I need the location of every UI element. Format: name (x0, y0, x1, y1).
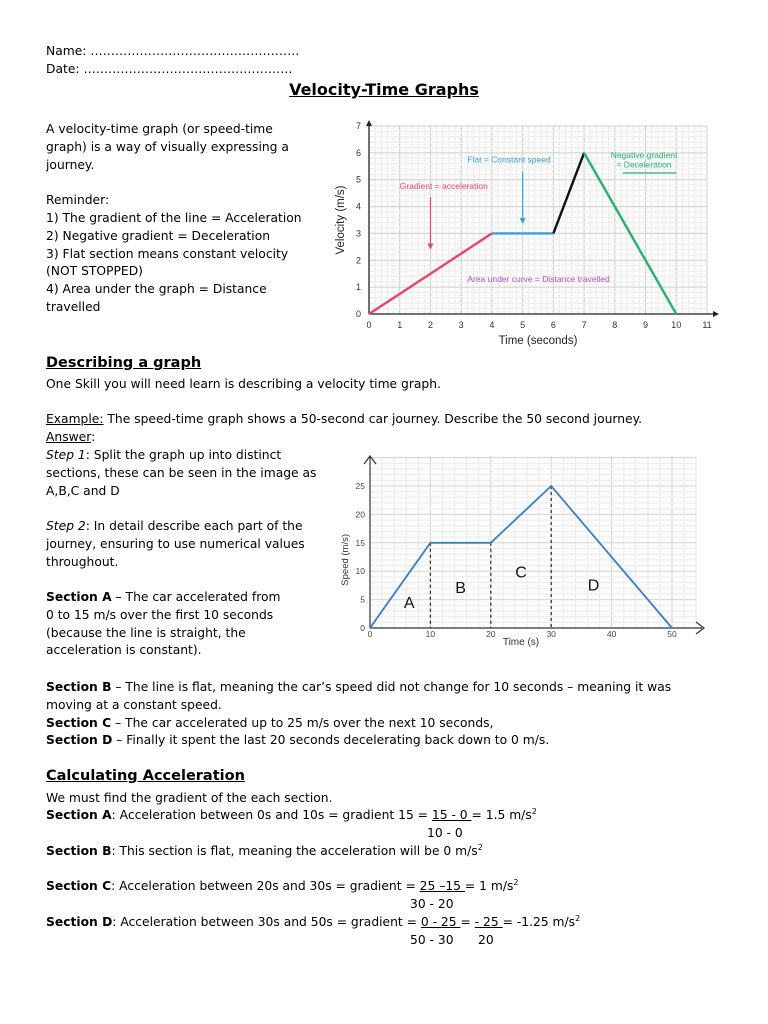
sectionC-text: – The car accelerated up to 25 m/s over the next 10 seconds, (111, 715, 494, 730)
page-title: Velocity-Time Graphs (289, 80, 479, 99)
y-tick-label: 4 (355, 201, 361, 212)
calcC-label: Section C (46, 879, 112, 893)
x-tick-label: 10 (425, 629, 436, 639)
describing-intro: One Skill you will need learn is describing a velocity time graph. (46, 377, 441, 391)
reminder-item: 4) Area under the graph = Distance (46, 282, 267, 297)
answer-colon: : (91, 430, 96, 444)
calcA-text: : Acceleration between 0s and 10s = gradient 15 = (111, 808, 432, 822)
y-tick-label: 20 (355, 509, 365, 520)
calcB-label: Section B (46, 844, 112, 858)
calcD-label: Section D (46, 915, 113, 929)
reminder-item: 3) Flat section means constant velocity (46, 246, 289, 261)
y-tick-label: 0 (355, 309, 361, 319)
intro-line: graph) is a way of visually expressing a (46, 139, 289, 154)
x-tick-label: 6 (550, 320, 556, 330)
step2-text: throughout. (46, 554, 119, 569)
calcA-result: = 1.5 m/s (471, 808, 532, 822)
x-tick-label: 5 (520, 320, 526, 330)
x-tick-label: 50 (667, 629, 677, 639)
calcB-line (46, 843, 483, 861)
calcD-numerator-1: 0 - 25 (420, 915, 461, 929)
answer-label: Answer (46, 430, 92, 444)
sectionB-text: – The line is flat, meaning the car’s speed did not change for 10 seconds – meaning it was (111, 680, 672, 694)
sectionD-text: – Finally it spent the last 20 seconds decelerating back down to 0 m/s. (112, 733, 550, 748)
example-line (46, 411, 642, 429)
calcD-sup: 2 (575, 914, 581, 923)
reminder-item: travelled (46, 299, 101, 314)
reminder-item: 1) The gradient of the line = Acceleration (46, 210, 302, 225)
step1-label: Step 1 (46, 448, 86, 462)
x-tick-label: 11 (702, 320, 712, 330)
calcA-label: Section A (46, 808, 112, 822)
step2-label: Step 2 (46, 519, 86, 533)
calcD-denominator-2: 20 (478, 933, 494, 947)
x-tick-label: 9 (643, 320, 649, 330)
y-tick-label: 2 (355, 255, 361, 266)
x-tick-label: 4 (489, 320, 495, 330)
calcC-denominator: 30 - 20 (410, 897, 454, 911)
step2-text: journey, ensuring to use numerical values (46, 536, 305, 551)
step2-text: : In detail describe each part of the (85, 519, 303, 533)
x-tick-label: 1 (397, 320, 403, 330)
y-axis-arrow (366, 120, 372, 126)
x-tick-label: 30 (546, 629, 556, 639)
sectionA-block (46, 589, 331, 660)
sectionA-text: – The car accelerated from (111, 590, 281, 604)
y-axis-label: Speed (m/s) (340, 533, 351, 586)
y-tick-label: 5 (360, 594, 365, 605)
calcC-numerator: 25 –15 (419, 879, 465, 893)
describing-heading: Describing a graph (46, 355, 202, 371)
calcA-sup: 2 (531, 807, 537, 816)
calcD-line (46, 914, 580, 932)
annotation-negative: Negative gradient (610, 150, 678, 161)
velocity-time-chart (330, 118, 722, 350)
section-label-c: C (515, 564, 527, 582)
y-tick-label: 3 (355, 228, 361, 239)
calcA-denominator: 10 - 0 (427, 826, 463, 840)
intro-line: journey. (46, 157, 95, 172)
y-tick-label: 5 (355, 174, 361, 185)
x-tick-label: 0 (366, 320, 372, 330)
calculating-heading: Calculating Acceleration (46, 768, 245, 784)
calcC-text: : Acceleration between 20s and 30s = gradient = (111, 879, 420, 893)
reminder-item: (NOT STOPPED) (46, 264, 143, 279)
calcD-equals: = (460, 915, 475, 929)
y-tick-label: 10 (355, 566, 365, 577)
section-label-d: D (587, 577, 600, 595)
reminder-item: 2) Negative gradient = Deceleration (46, 228, 271, 243)
x-tick-label: 10 (671, 320, 682, 330)
step1-text: : Split the graph up into distinct (85, 448, 282, 462)
annotation-deceleration: = Deceleration (616, 159, 672, 170)
x-tick-label: 20 (486, 629, 496, 639)
calcA-numerator: 15 - 0 (431, 808, 472, 822)
sectionB-block (46, 679, 736, 750)
intro-line: A velocity-time graph (or speed-time (46, 122, 273, 136)
x-tick-label: 7 (581, 320, 587, 330)
y-tick-label: 0 (360, 623, 365, 633)
intro-text (46, 121, 336, 317)
sectionA-text: acceleration is constant). (46, 643, 202, 658)
y-axis-label: Velocity (m/s) (335, 185, 347, 255)
calcD-numerator-2: - 25 (474, 915, 503, 929)
section-label-b: B (455, 579, 466, 597)
calcC-sup: 2 (513, 878, 519, 887)
calcD-denominator-1: 50 - 30 (410, 933, 454, 947)
calcD-result: = -1.25 m/s (502, 915, 576, 929)
calcD-text: : Acceleration between 30s and 50s = gradient = (112, 915, 421, 929)
y-tick-label: 1 (355, 282, 361, 293)
sectionB-label: Section B (46, 680, 112, 694)
x-tick-label: 8 (612, 320, 618, 330)
y-tick-label: 6 (355, 147, 361, 158)
x-tick-label: 3 (458, 320, 464, 330)
sectionA-text: 0 to 15 m/s over the first 10 seconds (46, 607, 274, 622)
annotation-flat: Flat = Constant speed (467, 154, 551, 165)
sectionC-label: Section C (46, 715, 112, 730)
reminder-title: Reminder: (46, 193, 110, 208)
date-line: Date: …………………………………………… (46, 62, 293, 76)
annotation-area: Area under curve = Distance travelled (467, 273, 610, 284)
x-tick-label: 40 (606, 629, 617, 639)
speed-time-chart (336, 450, 720, 656)
calcC-result: = 1 m/s (464, 879, 514, 893)
y-tick-label: 25 (355, 481, 365, 491)
x-axis-label: Time (s) (502, 637, 540, 648)
section-label-a: A (403, 595, 415, 613)
sectionB-text: moving at a constant speed. (46, 697, 222, 712)
y-tick-label: 15 (355, 537, 365, 548)
calcC-line (46, 878, 519, 896)
y-tick-label: 7 (355, 121, 361, 131)
step2-block (46, 518, 331, 571)
example-label: Example: (46, 412, 104, 426)
calcA-line (46, 807, 537, 825)
step1-text: sections, these can be seen in the image as (46, 465, 317, 480)
sectionD-label: Section D (46, 733, 113, 748)
annotation-gradient: Gradient = acceleration (399, 181, 488, 192)
step1-text: A,B,C and D (46, 483, 120, 498)
name-line: Name: …………………………………………… (46, 44, 300, 58)
x-axis-arrow (713, 311, 719, 317)
x-tick-label: 0 (367, 629, 373, 639)
calculating-intro: We must find the gradient of the each section. (46, 791, 333, 805)
x-tick-label: 2 (427, 320, 433, 330)
calcB-sup: 2 (477, 843, 483, 852)
sectionA-text: (because the line is straight, the (46, 625, 246, 640)
example-text: The speed-time graph shows a 50-second car journey. Describe the 50 second journey. (103, 412, 643, 426)
plot-background (370, 456, 696, 628)
sectionA-label: Section A (46, 590, 112, 604)
step1-block (46, 447, 331, 500)
calcB-text: : This section is flat, meaning the acceleration will be 0 m/s (111, 844, 478, 858)
x-axis-label: Time (seconds) (498, 335, 578, 347)
answer-line (46, 429, 95, 447)
